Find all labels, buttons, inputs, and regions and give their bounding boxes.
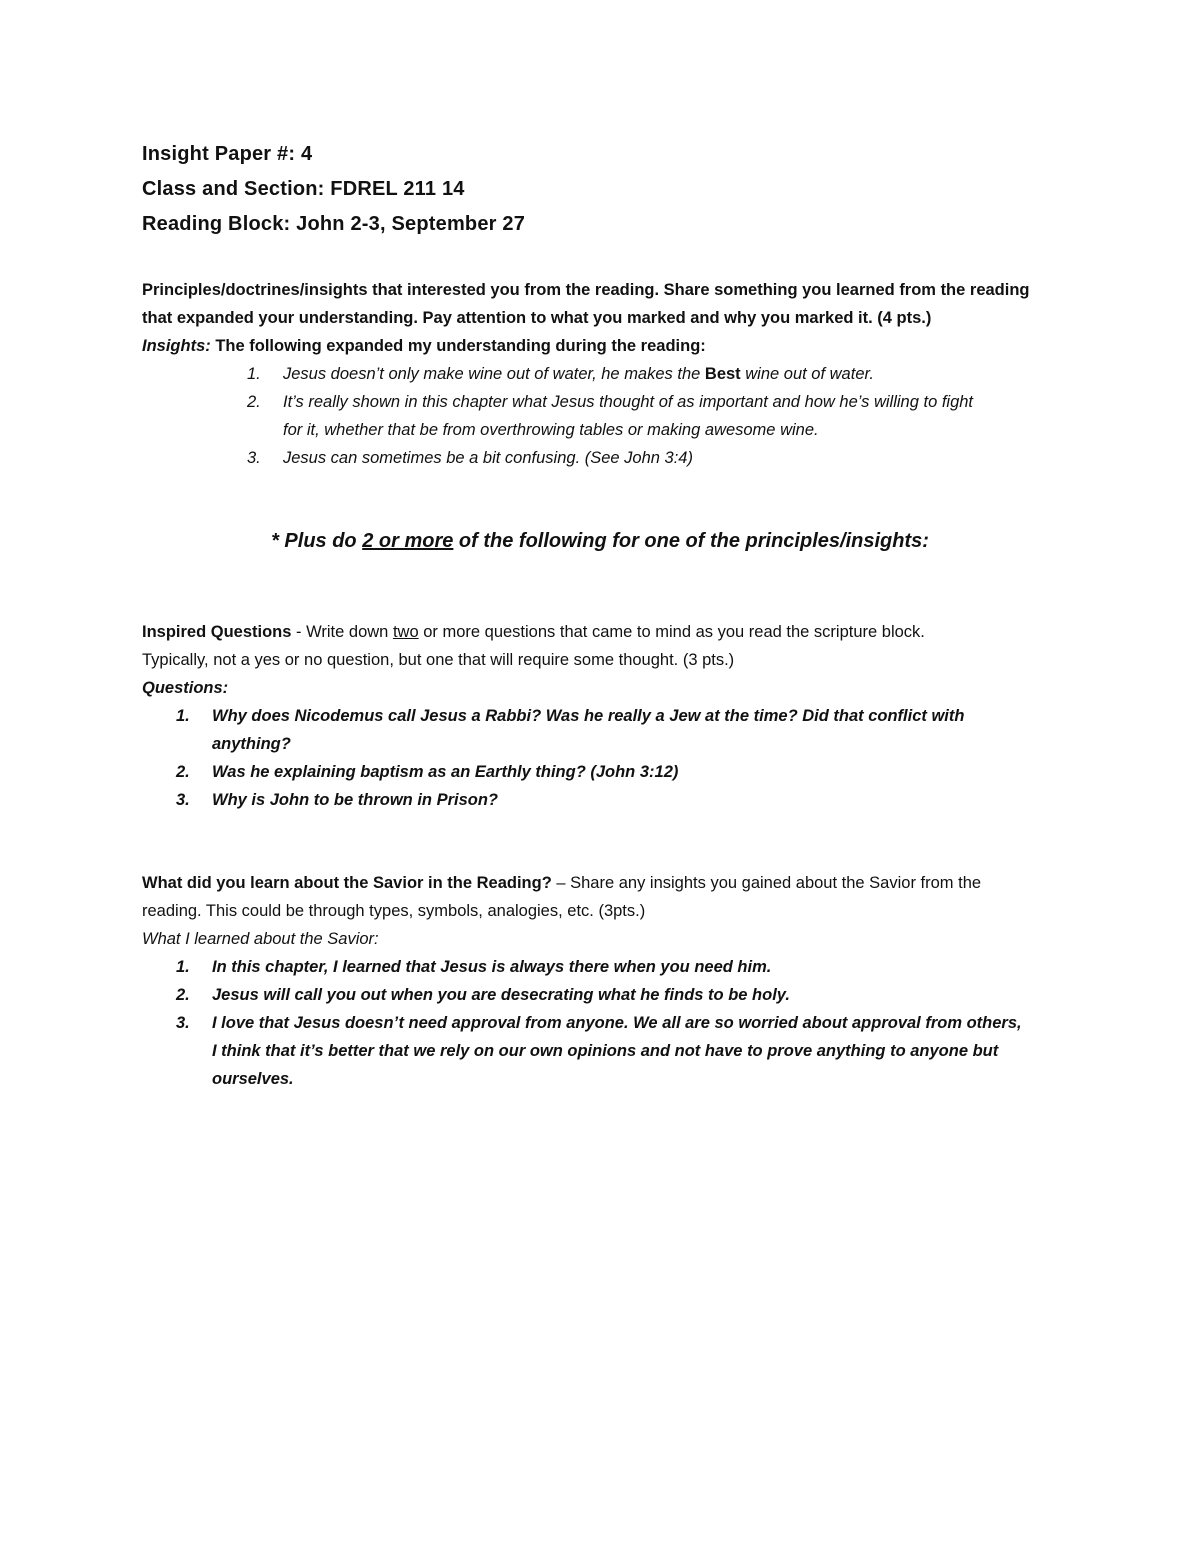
plus-instruction-start: * Plus do: [271, 530, 363, 552]
savior-label: What I learned about the Savior:: [142, 930, 379, 948]
list-item-number: 1.: [176, 958, 190, 976]
savior-prompt-line2: reading. This could be through types, symbols, analogies, etc. (3pts.): [142, 902, 646, 920]
plus-instruction-end: of the following for one of the principles/insights:: [453, 530, 929, 552]
list-item-emphasis: Best: [704, 365, 741, 383]
list-item-text: Why does Nicodemus call Jesus a Rabbi? Was he really a Jew at the time? Did that conflict with: [212, 707, 965, 725]
list-item-text-continued: for it, whether that be from overthrowing tables or making awesome wine.: [283, 421, 819, 439]
questions-title: Inspired Questions: [142, 623, 292, 641]
plus-instruction: [0, 530, 1200, 553]
list-item-number: 2.: [176, 763, 190, 781]
questions-prompt-underlined: two: [392, 623, 419, 641]
savior-section: [142, 869, 1072, 953]
savior-list: [176, 953, 1072, 1093]
questions-prompt-a: - Write down: [291, 623, 393, 641]
list-item-number: 2.: [176, 986, 190, 1004]
list-item-number: 1.: [176, 707, 190, 725]
questions-prompt-line1: [142, 618, 1072, 646]
list-item: [176, 981, 1072, 1009]
list-item: [176, 702, 1072, 758]
list-item-number: 1.: [247, 365, 261, 383]
insights-list: [247, 360, 1063, 472]
list-item-text-continued: anything?: [212, 735, 291, 753]
questions-prompt-b: or more questions that came to mind as you read the scripture block.: [418, 623, 925, 641]
insights-intro: The following expanded my understanding during the reading:: [210, 337, 706, 355]
reading-block-heading: Reading Block: John 2-3, September 27: [142, 213, 526, 235]
list-item: [176, 953, 1072, 981]
list-item: [176, 786, 1072, 814]
questions-section: [142, 618, 1072, 702]
list-item-number: 3.: [176, 791, 190, 809]
list-item: [176, 1009, 1072, 1093]
list-item-text: Jesus can sometimes be a bit confusing. (See John 3:4): [283, 449, 693, 467]
list-item-number: 3.: [247, 449, 261, 467]
plus-instruction-underlined: 2 or more: [362, 530, 454, 552]
list-item-text: In this chapter, I learned that Jesus is always there when you need him.: [212, 958, 772, 976]
list-item-text: Why is John to be thrown in Prison?: [212, 791, 498, 809]
savior-prompt-a: – Share any insights you gained about the Savior from the: [551, 874, 982, 892]
list-item-number: 3.: [176, 1014, 190, 1032]
savior-prompt-line1: [142, 869, 1072, 897]
list-item-text: Jesus will call you out when you are desecrating what he finds to be holy.: [212, 986, 790, 1004]
paper-number-heading: Insight Paper #: 4: [142, 143, 313, 165]
list-item-text: Was he explaining baptism as an Earthly thing? (John 3:12): [212, 763, 679, 781]
list-item-text-continued-2: ourselves.: [212, 1070, 294, 1088]
list-item-text: It’s really shown in this chapter what Jesus thought of as important and how he’s willing to fight: [283, 393, 974, 411]
list-item-text-continued: I think that it’s better that we rely on our own opinions and not have to prove anything to anyone but: [212, 1042, 999, 1060]
questions-label: Questions:: [142, 679, 229, 697]
principles-prompt-line2: that expanded your understanding. Pay attention to what you marked and why you marked it. (4 pts.): [142, 309, 932, 327]
list-item: [247, 388, 1063, 444]
list-item: [247, 360, 1063, 388]
list-item-number: 2.: [247, 393, 261, 411]
principles-prompt-line1: Principles/doctrines/insights that interested you from the reading. Share something you learned from the reading: [142, 281, 1030, 299]
list-item: [176, 758, 1072, 786]
list-item-text: I love that Jesus doesn’t need approval from anyone. We all are so worried about approval from others,: [212, 1014, 1022, 1032]
savior-title: What did you learn about the Savior in the Reading?: [142, 874, 552, 892]
list-item-text-end: wine out of water.: [740, 365, 874, 383]
principles-section: [142, 276, 1072, 360]
class-section-heading: Class and Section: FDREL 211 14: [142, 178, 465, 200]
questions-prompt-line2: Typically, not a yes or no question, but one that will require some thought. (3 pts.): [142, 651, 735, 669]
insights-label: Insights:: [142, 337, 211, 355]
questions-list: [176, 702, 1072, 814]
list-item: [247, 444, 1063, 472]
insights-intro-line: [142, 332, 1072, 360]
list-item-text: Jesus doesn’t only make wine out of water, he makes the: [283, 365, 705, 383]
